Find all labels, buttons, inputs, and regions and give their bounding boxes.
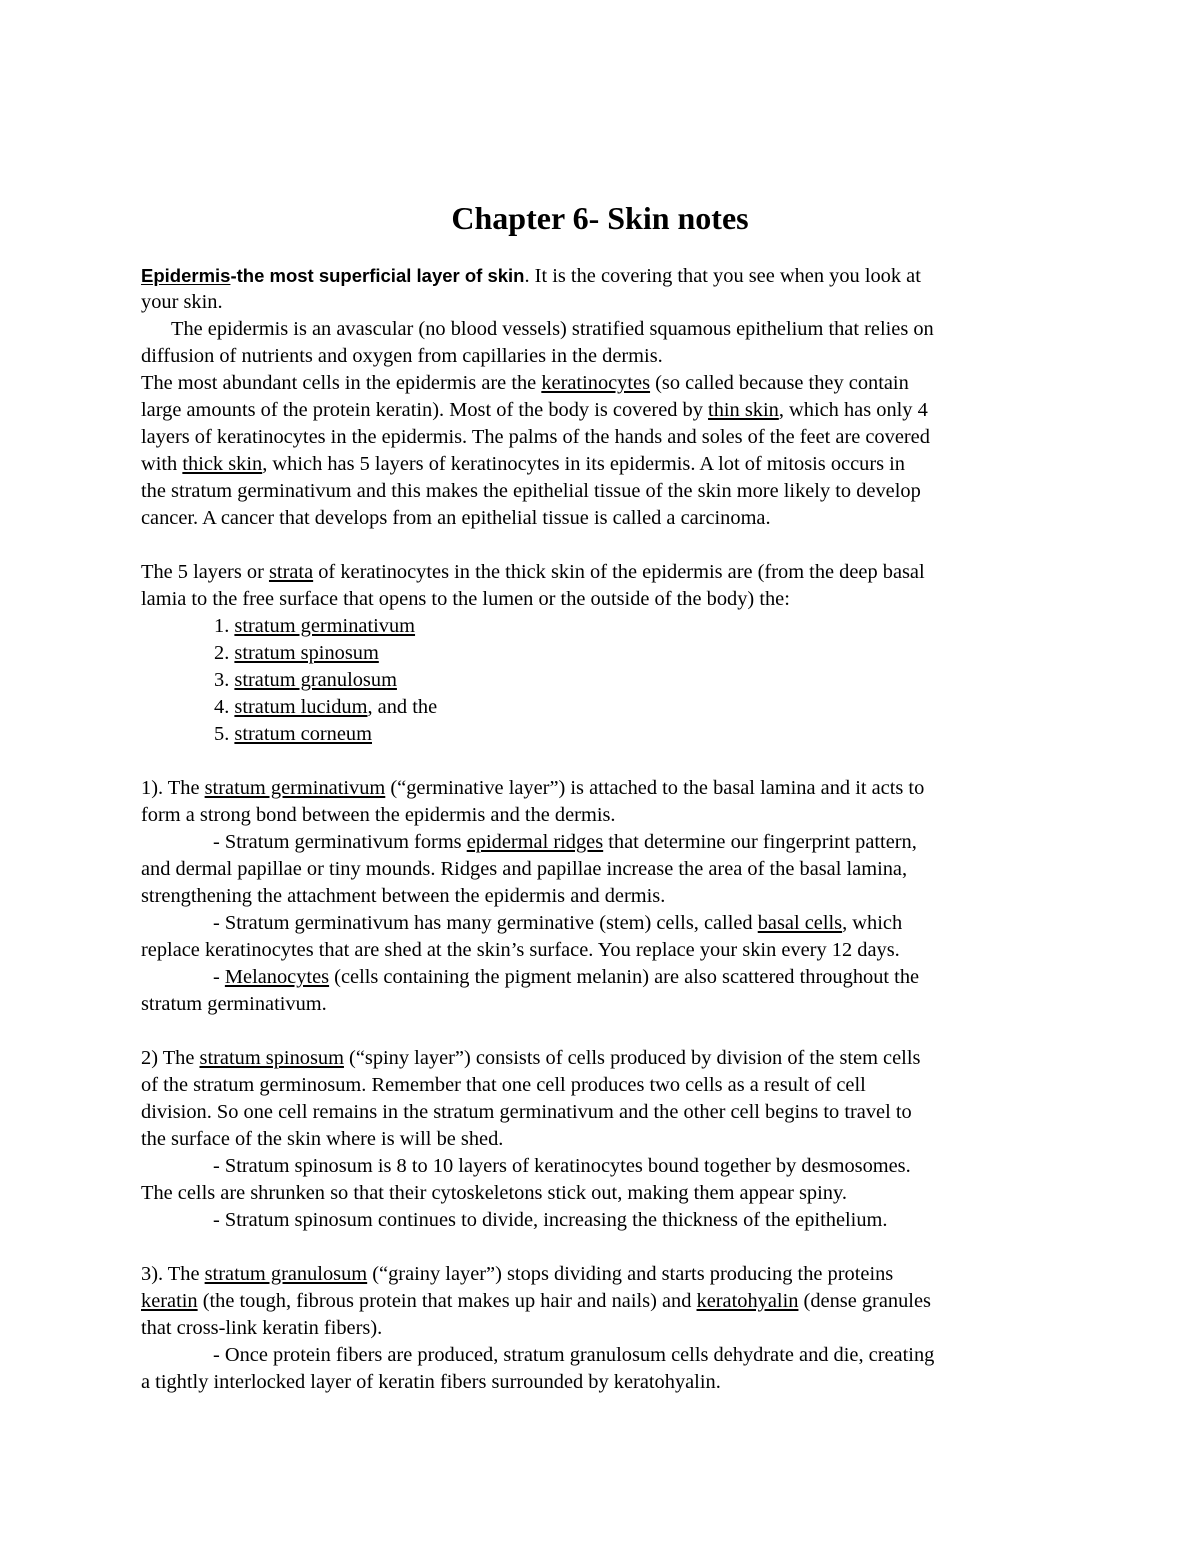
term-thick-skin: thick skin <box>182 453 263 475</box>
list-suffix: , and the <box>367 696 438 718</box>
term-keratohyalin: keratohyalin <box>696 1290 799 1312</box>
text-line: the surface of the skin where is will be shed. <box>141 1128 504 1150</box>
text-line <box>141 829 1061 856</box>
term-keratin: keratin <box>141 1290 198 1312</box>
paragraph-gap <box>141 1234 1061 1261</box>
text-line: that cross-link keratin fibers). <box>141 1317 383 1339</box>
list-term: stratum lucidum <box>234 696 368 718</box>
text-line: stratum germinativum. <box>141 993 327 1015</box>
text-span: , which <box>842 912 903 934</box>
paragraph-gap <box>141 748 1061 775</box>
text-line <box>141 262 1061 289</box>
text-span: (“grainy layer”) stops dividing and starts producing the proteins <box>367 1263 894 1285</box>
text-line <box>141 1288 1061 1315</box>
text-span: (so called because they contain <box>650 372 909 394</box>
list-number: 5. <box>214 723 235 745</box>
term-melanocytes: Melanocytes <box>224 966 330 988</box>
text-line: cancer. A cancer that develops from an epithelial tissue is called a carcinoma. <box>141 507 771 529</box>
term-basal-cells: basal cells <box>757 912 843 934</box>
text-line: The epidermis is an avascular (no blood vessels) stratified squamous epithelium that relies on <box>171 318 934 340</box>
text-span: large amounts of the protein keratin). Most of the body is covered by <box>141 399 709 421</box>
text-span: (dense granules <box>798 1290 931 1312</box>
text-line: The cells are shrunken so that their cytoskeletons stick out, making them appear spiny. <box>141 1182 847 1204</box>
text-line <box>141 1261 1061 1288</box>
text-line: layers of keratinocytes in the epidermis. The palms of the hands and soles of the feet are covered <box>141 426 930 448</box>
list-term: stratum spinosum <box>234 642 379 664</box>
text-line: - Once protein fibers are produced, stratum granulosum cells dehydrate and die, creating <box>213 1344 935 1366</box>
text-span: , which has 5 layers of keratinocytes in its epidermis. A lot of mitosis occurs in <box>262 453 905 475</box>
text-line: replace keratinocytes that are shed at the skin’s surface. You replace your skin every 12 days. <box>141 939 900 961</box>
text-span: . It is the covering that you see when you look at <box>524 265 921 287</box>
list-number: 1. <box>214 615 235 637</box>
list-number: 3. <box>214 669 235 691</box>
list-item <box>141 613 1061 640</box>
text-span: (cells containing the pigment melanin) are also scattered throughout the <box>329 966 920 988</box>
list-item <box>141 694 1061 721</box>
page-title: Chapter 6- Skin notes <box>451 200 749 236</box>
text-span: , which has only 4 <box>778 399 928 421</box>
text-line <box>141 910 1061 937</box>
text-span: of keratinocytes in the thick skin of the epidermis are (from the deep basal <box>313 561 925 583</box>
term-epidermal-ridges: epidermal ridges <box>466 831 604 853</box>
list-term: stratum germinativum <box>234 615 416 637</box>
text-line <box>141 775 1061 802</box>
text-line: lamia to the free surface that opens to the lumen or the outside of the body) the: <box>141 588 790 610</box>
text-span: - Stratum germinativum has many germinative (stem) cells, called <box>213 912 758 934</box>
term-strata: strata <box>268 561 314 583</box>
term-thin-skin: thin skin <box>708 399 779 421</box>
text-span: (“spiny layer”) consists of cells produced by division of the stem cells <box>343 1047 921 1069</box>
term-stratum-granulosum: stratum granulosum <box>204 1263 368 1285</box>
text-span: 2) The <box>141 1047 200 1069</box>
text-line: division. So one cell remains in the stratum germinativum and the other cell begins to travel to <box>141 1101 912 1123</box>
text-line <box>141 370 1061 397</box>
text-span: The 5 layers or <box>141 561 269 583</box>
term-keratinocytes: keratinocytes <box>541 372 651 394</box>
text-span: 1). The <box>141 777 205 799</box>
list-term: stratum corneum <box>234 723 372 745</box>
text-span: - <box>213 966 225 988</box>
list-number: 2. <box>214 642 235 664</box>
text-span: - Stratum germinativum forms <box>213 831 467 853</box>
term-stratum-germinativum: stratum germinativum <box>204 777 386 799</box>
text-line: form a strong bond between the epidermis and the dermis. <box>141 804 616 826</box>
text-line <box>141 397 1061 424</box>
paragraph-gap <box>141 532 1061 559</box>
text-span: 3). The <box>141 1263 205 1285</box>
text-span: (“germinative layer”) is attached to the basal lamina and it acts to <box>385 777 925 799</box>
text-line <box>141 451 1061 478</box>
text-line: your skin. <box>141 291 223 313</box>
text-line: and dermal papillae or tiny mounds. Ridges and papillae increase the area of the basal lamina, <box>141 858 908 880</box>
list-item <box>141 721 1061 748</box>
document-body <box>141 262 1061 1396</box>
term-epidermis: Epidermis <box>141 265 231 286</box>
text-line: - Stratum spinosum is 8 to 10 layers of keratinocytes bound together by desmosomes. <box>213 1155 911 1177</box>
text-line: of the stratum germinosum. Remember that one cell produces two cells as a result of cell <box>141 1074 866 1096</box>
list-item <box>141 640 1061 667</box>
list-item <box>141 667 1061 694</box>
epidermis-definition: -the most superficial layer of skin <box>230 265 525 286</box>
text-span: with <box>141 453 183 475</box>
list-number: 4. <box>214 696 235 718</box>
text-line: the stratum germinativum and this makes the epithelial tissue of the skin more likely to develop <box>141 480 921 502</box>
paragraph-gap <box>141 1018 1061 1045</box>
text-line <box>141 559 1061 586</box>
text-line: a tightly interlocked layer of keratin fibers surrounded by keratohyalin. <box>141 1371 721 1393</box>
text-line: diffusion of nutrients and oxygen from capillaries in the dermis. <box>141 345 663 367</box>
term-stratum-spinosum: stratum spinosum <box>199 1047 344 1069</box>
text-line: - Stratum spinosum continues to divide, increasing the thickness of the epithelium. <box>213 1209 888 1231</box>
text-span: (the tough, fibrous protein that makes up hair and nails) and <box>197 1290 697 1312</box>
text-line <box>141 964 1061 991</box>
text-line: strengthening the attachment between the epidermis and dermis. <box>141 885 666 907</box>
text-line <box>141 1045 1061 1072</box>
text-span: that determine our fingerprint pattern, <box>603 831 917 853</box>
text-span: The most abundant cells in the epidermis are the <box>141 372 542 394</box>
list-term: stratum granulosum <box>234 669 397 691</box>
